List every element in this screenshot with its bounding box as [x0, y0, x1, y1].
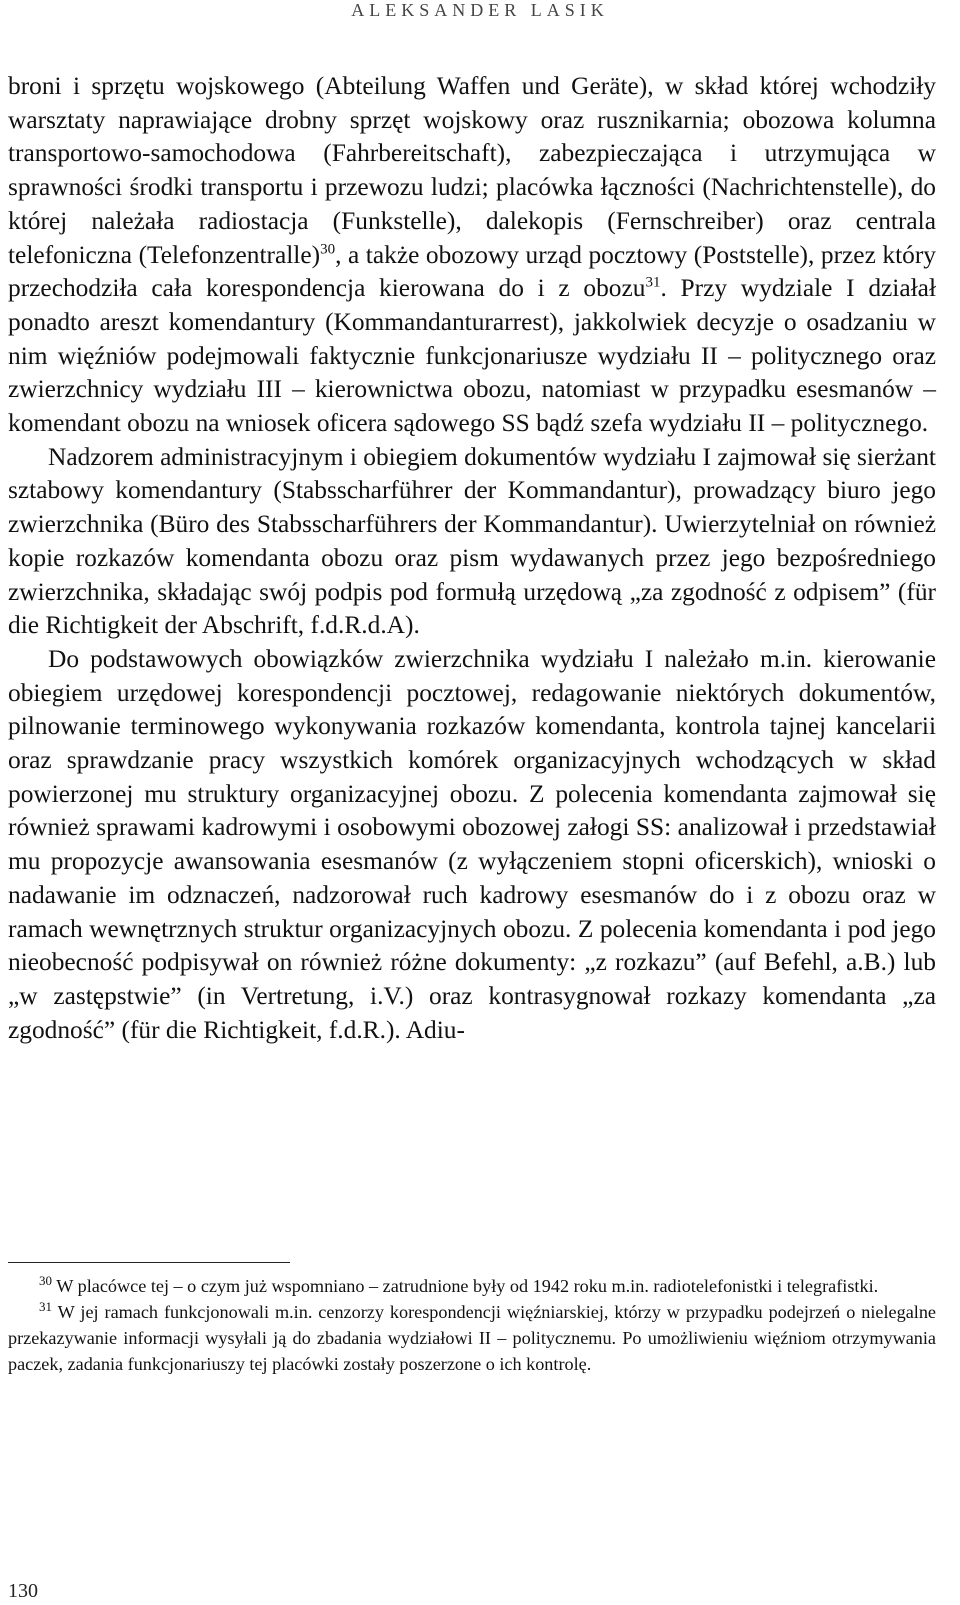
footnote-text: W jej ramach funkcjonowali m.in. cenzorzy korespondencji więźniarskiej, którzy w przypadku podejrzeń o nielegalne przekazywanie informacji wysyłali ją do zbadania wydziałowi II – politycznemu. Po umożliwieniu więźniom otrzymywania paczek, zadania funkcjonariuszy tej placówki zostały poszerzone o ich kontrolę.: [8, 1302, 936, 1374]
footnote-number: 30: [39, 1272, 52, 1288]
body-text: [8, 70, 936, 1047]
paragraph-1-part-1: broni i sprzętu wojskowego (Abteilung Waffen und Geräte), w skład której wchodziły warsztaty naprawiające drobny sprzęt wojskowy oraz rusznikarnia; obozowa kolumna transportowo-samochodowa (Fahrbereitschaft), zabezpieczająca i utrzymująca w sprawności środki transportu i przewozu ludzi; placówka łączności (Nachrichtenstelle), do której należała radiostacja (Funkstelle), dalekopis (Fernschreiber) oraz centrala telefoniczna (Telefonzentralle): [8, 72, 936, 269]
footnote-ref-30: 30: [320, 241, 336, 258]
footnotes: [8, 1273, 936, 1377]
footnote-ref-31: 31: [645, 274, 661, 291]
running-header: ALEKSANDER LASIK: [351, 0, 609, 20]
paragraph-2: Nadzorem administracyjnym i obiegiem dokumentów wydziału I zajmował się sierżant sztabowy komendantury (Stabsscharführer der Kommandantur), prowadzący biuro jego zwierzchnika (Büro des Stabsscharführers der Kommandantur). Uwierzytelniał on również kopie rozkazów komendanta obozu oraz pism wydawanych przez jego bezpośredniego zwierzchnika, składając swój podpis pod formułą urzędową „za zgodność z odpisem” (für die Richtigkeit der Abschrift, f.d.R.d.A).: [8, 442, 936, 640]
footnote-31: [8, 1299, 936, 1377]
footnote-number: 31: [39, 1298, 52, 1314]
footnote-text: W placówce tej – o czym już wspomniano – zatrudnione były od 1942 roku m.in. radiotelefonistki i telegrafistki.: [52, 1276, 879, 1296]
footnote-divider: [8, 1262, 290, 1263]
paragraph-1-part-3: . Przy wydziale I działał ponadto areszt komendantury (Kommandanturarrest), jakkolwiek decyzje o osadzaniu w nim więźniów podejmowali faktycznie funkcjonariusze wydziału II – politycznego oraz zwierzchnicy wydziału III – kierownictwa obozu, natomiast w przypadku esesmanów – komendant obozu na wniosek oficera sądowego SS bądź szefa wydziału II – politycznego.: [8, 274, 936, 438]
paragraph-1: [8, 70, 936, 441]
page-number: 130: [8, 1580, 38, 1602]
paragraph-1-part-2: , a także obozowy urząd pocztowy (Poststelle), przez który przechodziła cała korespondencja kierowana do i z obozu: [8, 240, 936, 303]
footnote-30: [8, 1273, 936, 1299]
paragraph-3: Do podstawowych obowiązków zwierzchnika wydziału I należało m.in. kierowanie obiegiem urzędowej korespondencji pocztowej, redagowanie niektórych dokumentów, pilnowanie terminowego wykonywania rozkazów komendanta, kontrola tajnej kancelarii oraz sprawdzanie pracy wszystkich komórek organizacyjnych wchodzących w skład powierzonej mu struktury organizacyjnej obozu. Z polecenia komendanta zajmował się również sprawami kadrowymi i osobowymi obozowej załogi SS: analizował i przedstawiał mu propozycje awansowania esesmanów (z wyłączeniem stopni oficerskich), wnioski o nadawanie im odznaczeń, nadzorował ruch kadrowy esesmanów do i z obozu oraz w ramach wewnętrznych struktur organizacyjnych obozu. Z polecenia komendanta i pod jego nieobecność podpisywał on również różne dokumenty: „z rozkazu” (auf Befehl, a.B.) lub „w zastępstwie” (in Vertretung, i.V.) oraz kontrasygnował rozkazy komendanta „za zgodność” (für die Richtigkeit, f.d.R.). Adiu-: [8, 644, 936, 1044]
